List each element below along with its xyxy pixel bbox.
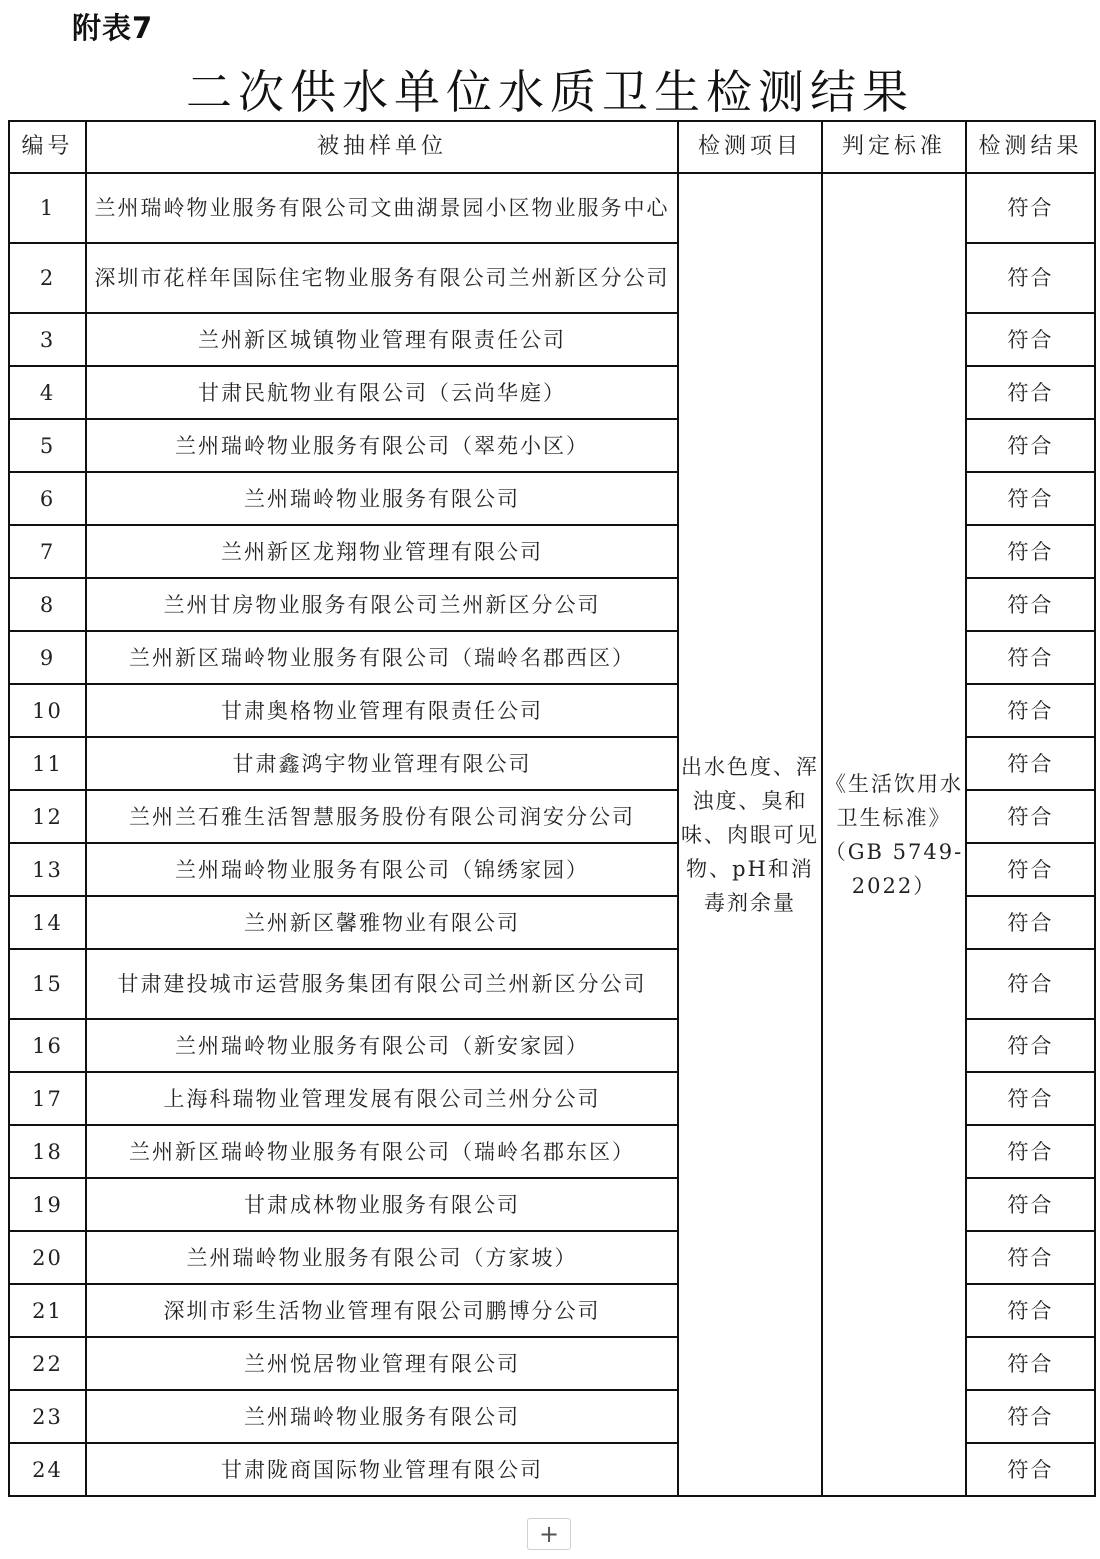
row-number: 16 [9,1019,86,1072]
test-result: 符合 [966,578,1095,631]
row-number: 23 [9,1390,86,1443]
test-result: 符合 [966,366,1095,419]
test-result: 符合 [966,243,1095,313]
row-number: 13 [9,843,86,896]
table-header-row [9,121,1095,173]
sampled-unit: 甘肃陇商国际物业管理有限公司 [86,1443,678,1496]
test-result: 符合 [966,313,1095,366]
row-number: 7 [9,525,86,578]
row-number: 21 [9,1284,86,1337]
test-result: 符合 [966,472,1095,525]
column-header-number: 编号 [9,121,86,173]
row-number: 14 [9,896,86,949]
sampled-unit: 兰州新区城镇物业管理有限责任公司 [86,313,678,366]
sampled-unit: 兰州瑞岭物业服务有限公司（锦绣家园） [86,843,678,896]
row-number: 12 [9,790,86,843]
row-number: 2 [9,243,86,313]
row-number: 20 [9,1231,86,1284]
add-button[interactable]: + [527,1518,571,1550]
column-header-result: 检测结果 [966,121,1095,173]
sampled-unit: 甘肃建投城市运营服务集团有限公司兰州新区分公司 [86,949,678,1019]
test-result: 符合 [966,631,1095,684]
row-number: 17 [9,1072,86,1125]
column-header-unit: 被抽样单位 [86,121,678,173]
test-items-cell: 出水色度、浑浊度、臭和味、肉眼可见物、pH和消毒剂余量 [678,173,822,1496]
sampled-unit: 深圳市彩生活物业管理有限公司鹏博分公司 [86,1284,678,1337]
sampled-unit: 兰州瑞岭物业服务有限公司（方家坡） [86,1231,678,1284]
row-number: 10 [9,684,86,737]
row-number: 11 [9,737,86,790]
row-number: 5 [9,419,86,472]
test-result: 符合 [966,1390,1095,1443]
annex-label: 附表7 [72,11,154,45]
row-number: 8 [9,578,86,631]
test-result: 符合 [966,684,1095,737]
test-result: 符合 [966,949,1095,1019]
sampled-unit: 上海科瑞物业管理发展有限公司兰州分公司 [86,1072,678,1125]
sampled-unit: 甘肃鑫鸿宇物业管理有限公司 [86,737,678,790]
column-header-test-items: 检测项目 [678,121,822,173]
test-result: 符合 [966,1284,1095,1337]
test-result: 符合 [966,525,1095,578]
sampled-unit: 兰州甘房物业服务有限公司兰州新区分公司 [86,578,678,631]
table-body [9,173,1095,1496]
sampled-unit: 兰州新区瑞岭物业服务有限公司（瑞岭名郡东区） [86,1125,678,1178]
row-number: 24 [9,1443,86,1496]
sampled-unit: 兰州瑞岭物业服务有限公司（翠苑小区） [86,419,678,472]
standard-cell: 《生活饮用水卫生标准》（GB 5749-2022） [822,173,966,1496]
row-number: 15 [9,949,86,1019]
test-result: 符合 [966,1231,1095,1284]
test-result: 符合 [966,1337,1095,1390]
sampled-unit: 兰州新区馨雅物业有限公司 [86,896,678,949]
test-result: 符合 [966,737,1095,790]
sampled-unit: 兰州瑞岭物业服务有限公司（新安家园） [86,1019,678,1072]
test-result: 符合 [966,1125,1095,1178]
sampled-unit: 兰州瑞岭物业服务有限公司文曲湖景园小区物业服务中心 [86,173,678,243]
sampled-unit: 兰州悦居物业管理有限公司 [86,1337,678,1390]
row-number: 6 [9,472,86,525]
row-number: 3 [9,313,86,366]
sampled-unit: 甘肃奥格物业管理有限责任公司 [86,684,678,737]
test-result: 符合 [966,1072,1095,1125]
row-number: 9 [9,631,86,684]
table-row [9,173,1095,243]
sampled-unit: 兰州兰石雅生活智慧服务股份有限公司润安分公司 [86,790,678,843]
sampled-unit: 兰州新区瑞岭物业服务有限公司（瑞岭名郡西区） [86,631,678,684]
test-result: 符合 [966,173,1095,243]
column-header-standard: 判定标准 [822,121,966,173]
sampled-unit: 甘肃民航物业有限公司（云尚华庭） [86,366,678,419]
sampled-unit: 甘肃成林物业服务有限公司 [86,1178,678,1231]
test-result: 符合 [966,1178,1095,1231]
test-result: 符合 [966,790,1095,843]
row-number: 4 [9,366,86,419]
page-title: 二次供水单位水质卫生检测结果 [186,65,914,119]
sampled-unit: 兰州新区龙翔物业管理有限公司 [86,525,678,578]
results-table [8,120,1096,1497]
row-number: 19 [9,1178,86,1231]
row-number: 18 [9,1125,86,1178]
test-result: 符合 [966,896,1095,949]
sampled-unit: 兰州瑞岭物业服务有限公司 [86,472,678,525]
test-result: 符合 [966,843,1095,896]
row-number: 1 [9,173,86,243]
test-result: 符合 [966,1443,1095,1496]
row-number: 22 [9,1337,86,1390]
sampled-unit: 兰州瑞岭物业服务有限公司 [86,1390,678,1443]
test-result: 符合 [966,419,1095,472]
sampled-unit: 深圳市花样年国际住宅物业服务有限公司兰州新区分公司 [86,243,678,313]
test-result: 符合 [966,1019,1095,1072]
